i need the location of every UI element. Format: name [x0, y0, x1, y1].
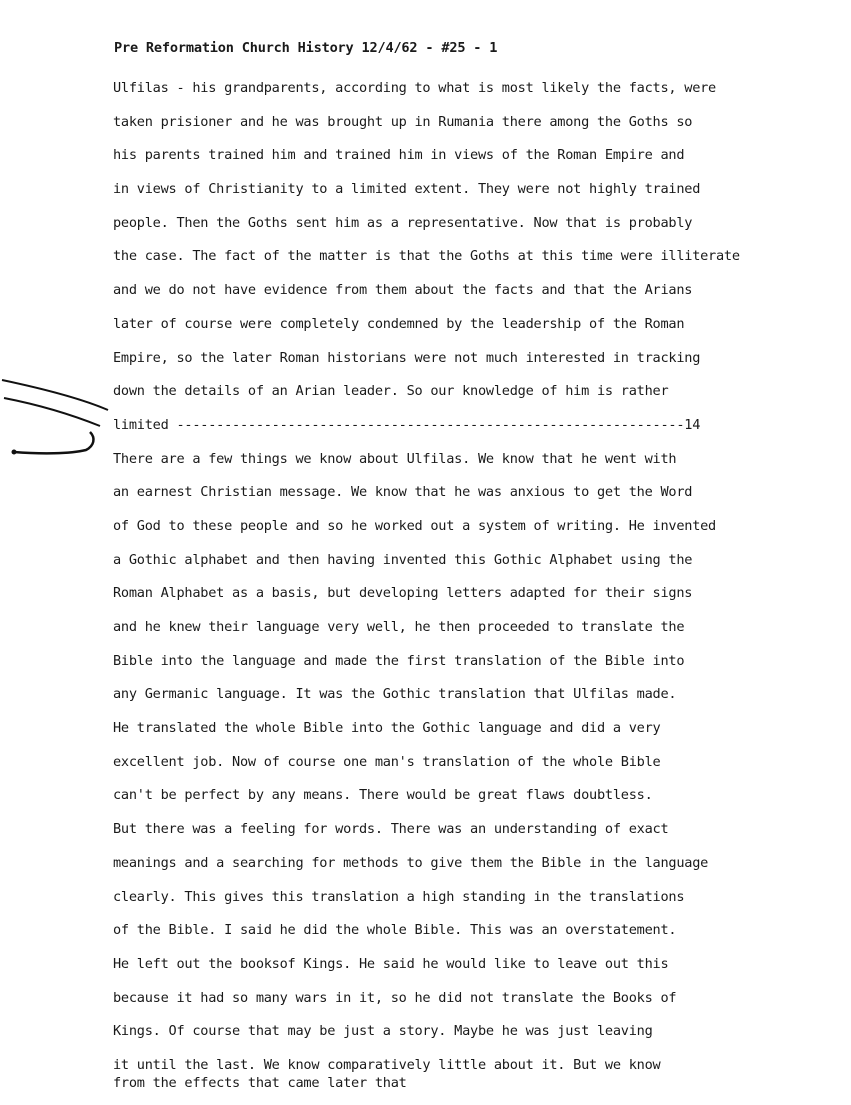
text-line: Bible into the language and made the first translation of the Bible into [113, 652, 685, 669]
text-line: of the Bible. I said he did the whole Bible. This was an overstatement. [113, 922, 677, 939]
text-line: any Germanic language. It was the Gothic translation that Ulfilas made. [113, 686, 677, 703]
text-line: clearly. This gives this translation a high standing in the translations [113, 888, 685, 905]
text-line: Kings. Of course that may be just a story. Maybe he was just leaving [113, 1023, 653, 1040]
text-line: in views of Christianity to a limited extent. They were not highly trained [113, 181, 701, 198]
text-line: of God to these people and so he worked out a system of writing. He invented [113, 517, 716, 534]
text-line: from the effects that came later that [113, 1074, 407, 1091]
text-line: it until the last. We know comparatively little about it. But we know [113, 1056, 661, 1073]
text-line: taken prisioner and he was brought up in Rumania there among the Goths so [113, 113, 693, 130]
document-title: Pre Reformation Church History 12/4/62 - #25 - 1 [114, 40, 498, 56]
text-line: the case. The fact of the matter is that the Goths at this time were illiterate [113, 248, 740, 265]
text-line: later of course were completely condemned by the leadership of the Roman [113, 315, 685, 332]
text-line: There are a few things we know about Ulfilas. We know that he went with [113, 450, 677, 467]
text-line: down the details of an Arian leader. So our knowledge of him is rather [113, 383, 669, 400]
text-line: He left out the booksof Kings. He said he would like to leave out this [113, 955, 669, 972]
text-line: excellent job. Now of course one man's translation of the whole Bible [113, 753, 661, 770]
text-line: because it had so many wars in it, so he did not translate the Books of [113, 989, 677, 1006]
text-line: a Gothic alphabet and then having invented this Gothic Alphabet using the [113, 551, 693, 568]
text-line: an earnest Christian message. We know that he was anxious to get the Word [113, 484, 693, 501]
text-line: people. Then the Goths sent him as a representative. Now that is probably [113, 214, 693, 231]
text-line: Empire, so the later Roman historians were not much interested in tracking [113, 349, 701, 366]
text-line: can't be perfect by any means. There would be great flaws doubtless. [113, 787, 653, 804]
text-line: and we do not have evidence from them about the facts and that the Arians [113, 282, 693, 299]
text-line: He translated the whole Bible into the Gothic language and did a very [113, 720, 661, 737]
document-body [113, 72, 833, 1092]
text-line: Ulfilas - his grandparents, according to what is most likely the facts, were [113, 80, 716, 96]
text-line: Roman Alphabet as a basis, but developing letters adapted for their signs [113, 585, 693, 602]
text-line: and he knew their language very well, he then proceeded to translate the [113, 619, 685, 635]
section-divider-line: limited ----------------------------------------------------------------14 [113, 416, 701, 433]
handwritten-margin-mark [0, 374, 120, 464]
text-line: his parents trained him and trained him in views of the Roman Empire and [113, 147, 685, 164]
text-line: meanings and a searching for methods to give them the Bible in the language [113, 854, 709, 871]
text-line: But there was a feeling for words. There was an understanding of exact [113, 821, 669, 838]
